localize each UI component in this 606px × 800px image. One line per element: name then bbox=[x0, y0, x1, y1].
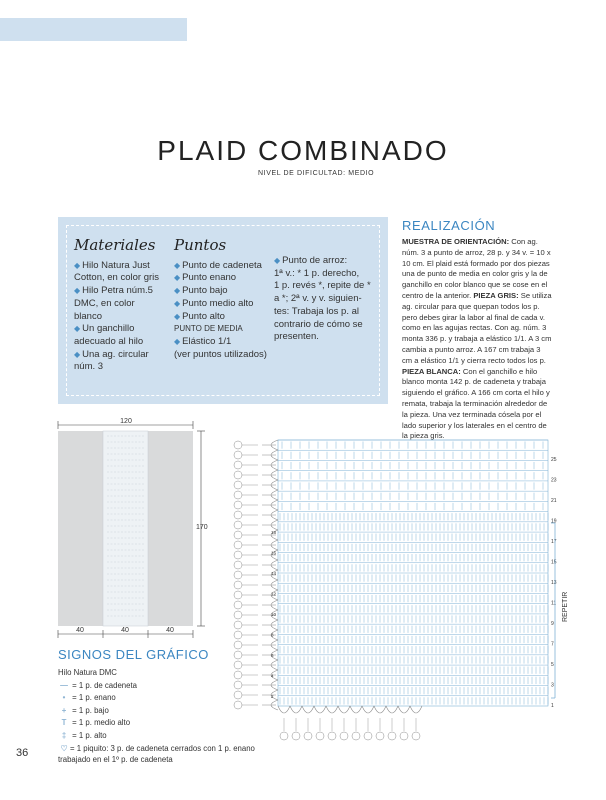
row-number: 8 bbox=[271, 632, 274, 638]
row-number: 1 bbox=[551, 703, 554, 709]
realizacion-text: MUESTRA DE ORIENTACIÓN: Con ag. núm. 3 a punto de arroz, 28 p. y 34 v. = 10 x 10 cm. El plaid está formado por dos piezas una de punto de media en color gris y la de ganchillo en color blanco que se cose en el centro de la anterior. PIEZA GRIS: Se utiliza ag. circular para que quepan todos los p. pero debes girar la labor al final de cada v. como en las agujas rectas. Con ag. núm. 3 monta 336 p. y trabaja a elástico 1/1. A 3 cm cambia a punto arroz. A 167 cm trabaja 3 cm a elástico 1/1 y cierra recto todos los p. PIEZA BLANCA: Con el ganchillo e hilo blanco monta 142 p. de cadeneta y trabaja siguiendo el gráfico. A 166 cm corta el hilo y remata, trabaja la terminación alrededor de la pieza. Una vez terminada cósela por el lado superior y los laterales en el centro de la pieza gris. bbox=[402, 237, 552, 441]
edging-picot bbox=[234, 611, 242, 619]
row-number: 19 bbox=[551, 518, 557, 525]
row-number: 21 bbox=[551, 498, 557, 504]
edging-picot bbox=[234, 641, 242, 649]
row-number: 13 bbox=[551, 580, 557, 586]
edging-scallop bbox=[398, 706, 410, 713]
edging-picot bbox=[234, 541, 242, 549]
stitch-item: ◆ Punto bajo bbox=[174, 285, 228, 297]
bottom-label: 40 bbox=[166, 627, 174, 634]
rice-stitch-line: tes: Trabaja los p. al bbox=[274, 305, 360, 317]
bullet-icon: ◆ bbox=[74, 260, 81, 270]
single-crochet-symbol-icon: + bbox=[61, 705, 67, 715]
rice-stitch-title: ◆ Punto de arroz: bbox=[274, 255, 348, 266]
edging-scallop bbox=[374, 706, 386, 713]
stitch-item: ◆ Elástico 1/1 bbox=[174, 335, 232, 347]
edging-picot bbox=[412, 732, 420, 740]
half-double-symbol-icon: T bbox=[61, 718, 67, 728]
rice-stitch-line: presenten. bbox=[274, 331, 319, 343]
edging-picot bbox=[388, 732, 396, 740]
rice-stitch-line: contrario de cómo se bbox=[274, 318, 363, 330]
row-number: 10 bbox=[271, 612, 277, 617]
edging-picot bbox=[352, 732, 360, 740]
edging-scallop bbox=[290, 706, 302, 713]
edging-picot bbox=[364, 732, 372, 740]
edging-picot bbox=[280, 732, 288, 740]
edging-picot bbox=[234, 681, 242, 689]
edging-picot bbox=[234, 461, 242, 469]
legend bbox=[58, 667, 137, 743]
edging-picot bbox=[234, 661, 242, 669]
edging-picot bbox=[234, 451, 242, 459]
bullet-icon: ◆ bbox=[74, 349, 81, 359]
row-number: 17 bbox=[551, 539, 557, 545]
picot-symbol-icon: ♡ bbox=[60, 744, 68, 753]
slip-stitch-symbol-icon: • bbox=[62, 693, 66, 703]
row-number: 15 bbox=[551, 559, 557, 566]
edging-scallop bbox=[410, 706, 422, 713]
edging-picot bbox=[376, 732, 384, 740]
edging-picot bbox=[234, 501, 242, 509]
chart-grid bbox=[278, 440, 548, 706]
legend-item: T = 1 p. medio alto bbox=[58, 717, 137, 730]
bottom-label: 40 bbox=[76, 627, 84, 634]
edging-scallop bbox=[386, 706, 398, 713]
edging-picot bbox=[304, 732, 312, 740]
edging-picot bbox=[234, 471, 242, 479]
crochet-chart bbox=[234, 440, 569, 740]
edging-picot bbox=[234, 551, 242, 559]
row-number: 5 bbox=[551, 662, 554, 668]
bullet-icon: ◆ bbox=[174, 286, 181, 296]
edging-picot bbox=[292, 732, 300, 740]
bullet-icon: ◆ bbox=[274, 256, 281, 265]
materials-item: ◆ Un ganchillo adecuado al hilo bbox=[74, 323, 144, 347]
materials-heading: Materiales bbox=[74, 236, 156, 254]
bullet-icon: ◆ bbox=[174, 298, 181, 308]
edging-scallop bbox=[338, 706, 350, 713]
row-number: 16 bbox=[271, 550, 277, 556]
rice-stitch-line: 1 p. revés *, repite de * bbox=[274, 280, 371, 292]
edging-scallop bbox=[350, 706, 362, 713]
row-number: 9 bbox=[551, 621, 554, 627]
edging-picot bbox=[234, 691, 242, 699]
row-number: 11 bbox=[551, 600, 557, 607]
bullet-icon: ◆ bbox=[174, 273, 181, 283]
stitch-subheading: PUNTO DE MEDIA bbox=[174, 324, 243, 334]
edging-picot bbox=[234, 671, 242, 679]
chart-left-row-numbers bbox=[271, 530, 277, 699]
row-number: 2 bbox=[271, 694, 274, 699]
edging-scallop bbox=[278, 706, 290, 713]
stitches-heading: Puntos bbox=[174, 236, 227, 254]
edging-scallop bbox=[314, 706, 326, 713]
legend-item: + = 1 p. bajo bbox=[58, 705, 137, 718]
difficulty-label: NIVEL DE DIFICULTAD: MEDIO bbox=[258, 170, 375, 177]
edging-picot bbox=[234, 491, 242, 499]
edging-picot bbox=[234, 601, 242, 609]
chain-symbol-icon: — bbox=[60, 680, 68, 690]
edging-picot bbox=[234, 651, 242, 659]
legend-title: SIGNOS DEL GRÁFICO bbox=[58, 647, 209, 662]
edging-picot bbox=[234, 511, 242, 519]
edging-picot bbox=[234, 561, 242, 569]
bullet-icon: ◆ bbox=[174, 311, 181, 321]
legend-yarn: Hilo Natura DMC bbox=[58, 668, 117, 677]
edging-picot bbox=[234, 701, 242, 709]
edging-picot bbox=[234, 571, 242, 579]
edging-picot bbox=[234, 581, 242, 589]
double-crochet-symbol-icon: ‡ bbox=[61, 730, 67, 740]
edging-scallop bbox=[302, 706, 314, 713]
row-number: 25 bbox=[551, 457, 557, 463]
edging-scallop bbox=[326, 706, 338, 713]
row-number: 3 bbox=[551, 682, 554, 689]
chart-row-numbers bbox=[551, 457, 557, 709]
stitch-item: ◆ Punto medio alto bbox=[174, 297, 254, 309]
rice-stitch-line: a *; 2ª v. y v. siguien- bbox=[274, 293, 362, 305]
legend-picot: ♡ = 1 piquito: 3 p. de cadeneta cerrados con 1 p. enano trabajado en el 1º p. de cadeneta bbox=[58, 744, 255, 764]
height-label: 170 bbox=[196, 524, 208, 531]
width-label: 120 bbox=[120, 418, 132, 425]
materials-item: ◆ Hilo Petra núm.5 DMC, en color blanco bbox=[74, 285, 153, 322]
edging-picot bbox=[234, 481, 242, 489]
page-number: 36 bbox=[16, 747, 29, 759]
bullet-icon: ◆ bbox=[74, 286, 81, 296]
bullet-icon: ◆ bbox=[174, 336, 181, 346]
stitch-item: ◆ Punto alto bbox=[174, 310, 225, 322]
materials-item: ◆ Hilo Natura Just Cotton, en color gris bbox=[74, 259, 160, 284]
edging-picot bbox=[234, 621, 242, 629]
edging-scallop bbox=[362, 706, 374, 713]
row-number: 14 bbox=[271, 571, 277, 576]
legend-item: • = 1 p. enano bbox=[58, 692, 137, 705]
legend-item: ‡ = 1 p. alto bbox=[58, 730, 137, 743]
edging-picot bbox=[316, 732, 324, 740]
rice-stitch-line: 1ª v.: * 1 p. derecho, bbox=[274, 267, 360, 279]
edging-picot bbox=[328, 732, 336, 740]
row-number: 18 bbox=[271, 530, 277, 535]
stitch-item: ◆ Punto de cadeneta bbox=[174, 259, 262, 271]
edging-picot bbox=[400, 732, 408, 740]
materials-item: ◆ Una ag. circular núm. 3 bbox=[74, 348, 149, 373]
row-number: 23 bbox=[551, 477, 557, 484]
repeat-label: REPETIR bbox=[562, 591, 569, 622]
realizacion-title: REALIZACIÓN bbox=[402, 218, 496, 233]
edging-picot bbox=[234, 521, 242, 529]
row-number: 4 bbox=[271, 673, 274, 679]
bullet-icon: ◆ bbox=[74, 324, 81, 334]
bottom-label: 40 bbox=[121, 627, 129, 634]
edging-picot bbox=[234, 631, 242, 639]
edging-picot bbox=[234, 591, 242, 599]
page-title: PLAID COMBINADO bbox=[157, 135, 449, 166]
row-number: 6 bbox=[271, 653, 274, 658]
row-number: 12 bbox=[271, 591, 277, 597]
bullet-icon: ◆ bbox=[174, 260, 181, 270]
edging-picot bbox=[340, 732, 348, 740]
legend-item: — = 1 p. de cadeneta bbox=[58, 680, 137, 693]
edging-picot bbox=[234, 441, 242, 449]
stitch-item: ◆ Punto enano bbox=[174, 272, 237, 284]
stitch-note: (ver puntos utilizados) bbox=[174, 348, 267, 360]
row-number: 7 bbox=[551, 641, 554, 648]
size-schematic bbox=[58, 418, 208, 638]
edging-picot bbox=[234, 531, 242, 539]
